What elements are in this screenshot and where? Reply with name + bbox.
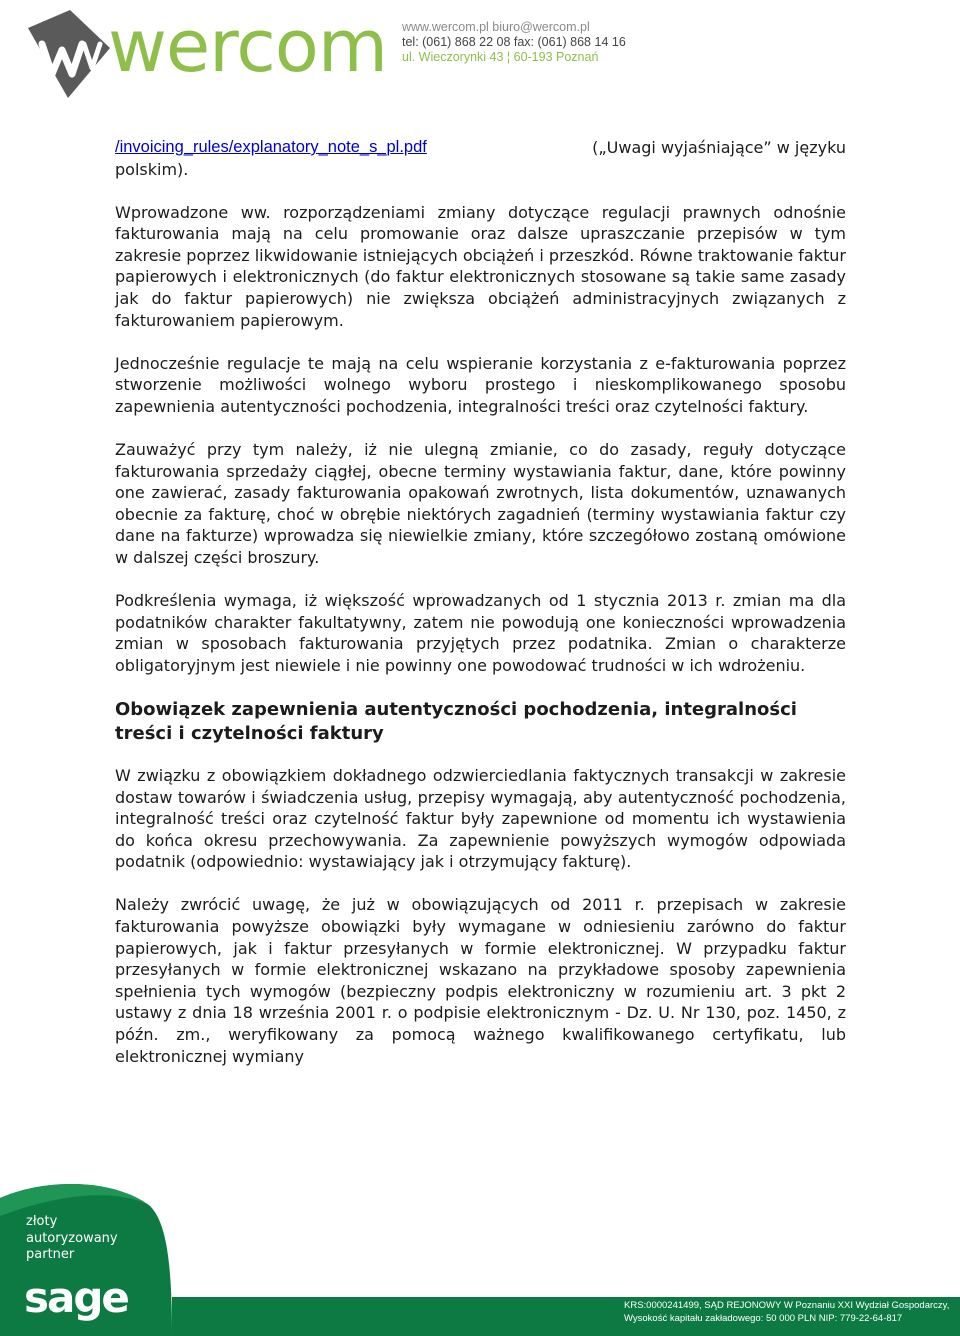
explanatory-note-link[interactable]: /invoicing_rules/explanatory_note_s_pl.pdf [115,138,427,156]
contact-address: ul. Wieczorynki 43 ¦ 60-193 Poznań [402,50,599,64]
contact-www: www.wercom.pl biuro@wercom.pl [402,20,590,34]
document-body [115,137,846,1089]
section-heading: Obowiązek zapewnienia autentyczności pochodzenia, integralności treści i czytelności faktury [115,698,797,744]
link-note: („Uwagi wyjaśniające” w języku [592,138,846,157]
contact-block [402,20,642,65]
paragraph-1: Wprowadzone ww. rozporządzeniami zmiany dotyczące regulacji prawnych odnośnie fakturowania mają na celu promowanie oraz dalsze upraszczanie przepisów w tym zakresie poprzez likwidowanie istniejących obciążeń i przeszkód. Równe traktowanie faktur papierowych i elektronicznych (do faktur elektronicznych stosowane są takie same zasady jak do faktur papierowych) nie zwiększa obciążeń administracyjnych związanych z fakturowaniem papierowym. [115,202,846,330]
paragraph-3: Zauważyć przy tym należy, iż nie ulegną zmianie, co do zasady, reguły dotyczące fakturowania sprzedaży ciągłej, obecne terminy wystawiania faktur, dane, które powinny one zawierać, zasady fakturowania opakowań zwrotnych, lista dokumentów, uznawanych obecnie za fakturę, choć w obrębie niektórych zagadnień (terminy wystawiania faktur czy dane na fakturze) wprowadza się niewielkie zmiany, które szczegółowo zostaną omówione w dalszej części broszury. [115,440,846,567]
page-header [0,0,960,110]
paragraph-6: Należy zwrócić uwagę, że już w obowiązujących od 2011 r. przepisach w zakresie fakturowania powyższe obowiązki były wymagane w odniesieniu zarówno do faktur papierowych, jak i faktur przesyłanych w formie elektronicznej. W przypadku faktur przesyłanych w formie elektronicznej wskazano na przykładowe sposoby zapewnienia spełnienia tych wymogów (bezpieczny podpis elektroniczny w rozumieniu art. 3 pkt 2 ustawy z dnia 18 września 2001 r. o podpisie elektronicznym - Dz. U. Nr 130, poz. 1450, z późn. zm., weryfikowany za pomocą ważnego kwalifikowanego certyfikatu, lub elektronicznej wymiany [115,895,846,1066]
badge-line-1: złoty [26,1214,58,1229]
footer-capital: Wysokość kapitału zakładowego: 50 000 PLN NIP: 779-22-64-817 [624,1313,903,1324]
paragraph-5: W związku z obowiązkiem dokładnego odzwierciedlania faktycznych transakcji w zakresie dostaw towarów i świadczenia usług, przepisy wymagają, aby autentyczność pochodzenia, integralność treści oraz czytelność faktur były zapewnione od momentu ich wystawienia do końca okresu przechowywania. Za zapewnienie powyższych wymogów odpowiada podatnik (odpowiednio: wystawiający jak i otrzymujący fakturę). [115,765,846,872]
badge-line-3: partner [26,1247,75,1262]
paragraph-4: Podkreślenia wymaga, iż większość wprowadzanych od 1 stycznia 2013 r. zmian ma dla podatników charakter fakultatywny, zatem nie powodują one konieczności wprowadzenia zmian w sposobach fakturowania przyjętych przez podatnika. Zmian o charakterze obligatoryjnym jest niewiele i nie powinny one powodować trudności w ich wdrożeniu. [115,591,846,675]
link-line [115,137,846,159]
contact-phone: tel: (061) 868 22 08 fax: (061) 868 14 16 [402,35,626,49]
wercom-logo-icon [18,8,118,100]
wercom-logo-text: wercom [108,4,387,88]
badge-line-2: autoryzowany [26,1230,118,1246]
partner-badge-text [26,1214,118,1264]
link-note-end: polskim). [115,159,189,179]
footer-krs: KRS:0000241499, SĄD REJONOWY W Poznaniu XXI Wydział Gospodarczy, [624,1300,950,1311]
footer-company-info [624,1299,960,1325]
paragraph-2: Jednocześnie regulacje te mają na celu wspieranie korzystania z e-fakturowania poprzez stworzenie możliwości wolnego wyboru prostego i nieskomplikowanego sposobu zapewnienia autentyczności pochodzenia, integralności treści oraz czytelności faktury. [115,353,846,416]
sage-logo: sage [24,1273,128,1322]
